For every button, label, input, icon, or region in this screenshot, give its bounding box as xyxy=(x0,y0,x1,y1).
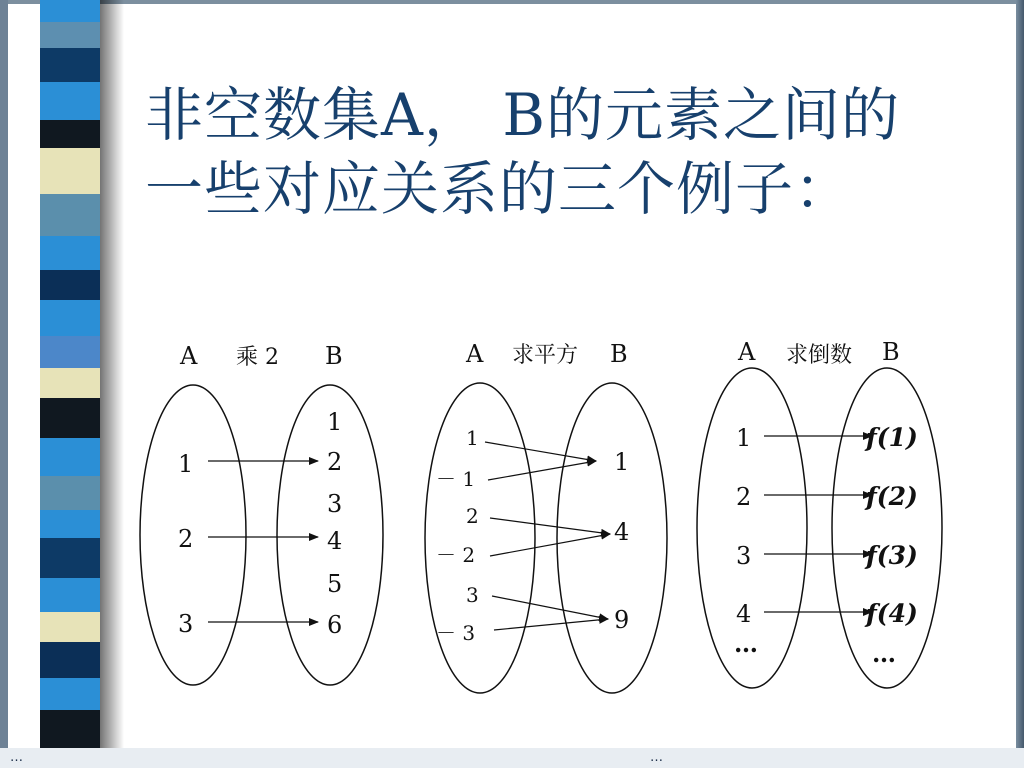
b-item: 1 xyxy=(327,408,343,436)
a-item: 4 xyxy=(736,600,752,628)
diagram-square xyxy=(425,340,667,693)
mapping-arrow xyxy=(492,596,608,619)
set-b-label: B xyxy=(325,342,343,370)
set-b-label: B xyxy=(882,338,900,366)
rule-label: 求倒数 xyxy=(786,343,853,368)
a-item: 1 xyxy=(466,426,479,450)
b-item: 9 xyxy=(614,606,630,634)
a-item: － 3 xyxy=(436,621,476,645)
b-item: 6 xyxy=(327,611,343,639)
b-item: 2 xyxy=(327,448,343,476)
b-ellipsis: … xyxy=(872,639,896,668)
a-ellipsis: … xyxy=(734,629,758,658)
b-item: f(1) xyxy=(866,423,918,452)
a-item: 2 xyxy=(466,504,479,528)
b-item: 4 xyxy=(327,527,343,555)
set-a-label: A xyxy=(466,340,484,368)
a-item: 3 xyxy=(736,542,752,570)
b-item: 4 xyxy=(614,518,630,546)
mapping-arrow xyxy=(485,442,596,461)
title-line-2: 一些对应关系的三个例子： xyxy=(145,155,854,223)
a-item: 1 xyxy=(736,424,752,452)
mapping-arrow xyxy=(494,619,608,630)
a-item: － 2 xyxy=(436,543,476,567)
a-item: － 1 xyxy=(436,467,476,491)
b-item: f(4) xyxy=(866,599,918,628)
mapping-arrow xyxy=(488,461,596,480)
rule-label: 乘 2 xyxy=(236,345,279,370)
window-status-strip xyxy=(0,748,1024,768)
rule-label: 求平方 xyxy=(512,343,579,368)
mapping-arrow xyxy=(490,518,610,534)
a-item: 2 xyxy=(178,525,194,553)
diagram-reciprocal xyxy=(697,338,942,688)
status-left-text: … xyxy=(10,750,23,765)
title-line-1: 非空数集A， B的元素之间的 xyxy=(145,81,900,149)
a-item: 3 xyxy=(466,583,479,607)
b-item: f(3) xyxy=(866,541,918,570)
diagram-multiply-by-2 xyxy=(140,342,383,685)
a-item: 3 xyxy=(178,610,194,638)
a-item: 1 xyxy=(178,450,194,478)
b-item: 5 xyxy=(327,570,343,598)
b-item: 1 xyxy=(614,448,630,476)
set-b-label: B xyxy=(610,340,628,368)
set-a-ellipse xyxy=(425,383,535,693)
mapping-arrow xyxy=(490,534,610,556)
b-item: f(2) xyxy=(866,482,918,511)
status-right-text: … xyxy=(650,750,663,765)
a-item: 2 xyxy=(736,483,752,511)
set-b-ellipse xyxy=(557,383,667,693)
b-item: 3 xyxy=(327,490,343,518)
set-a-label: A xyxy=(180,342,198,370)
set-a-label: A xyxy=(738,338,756,366)
